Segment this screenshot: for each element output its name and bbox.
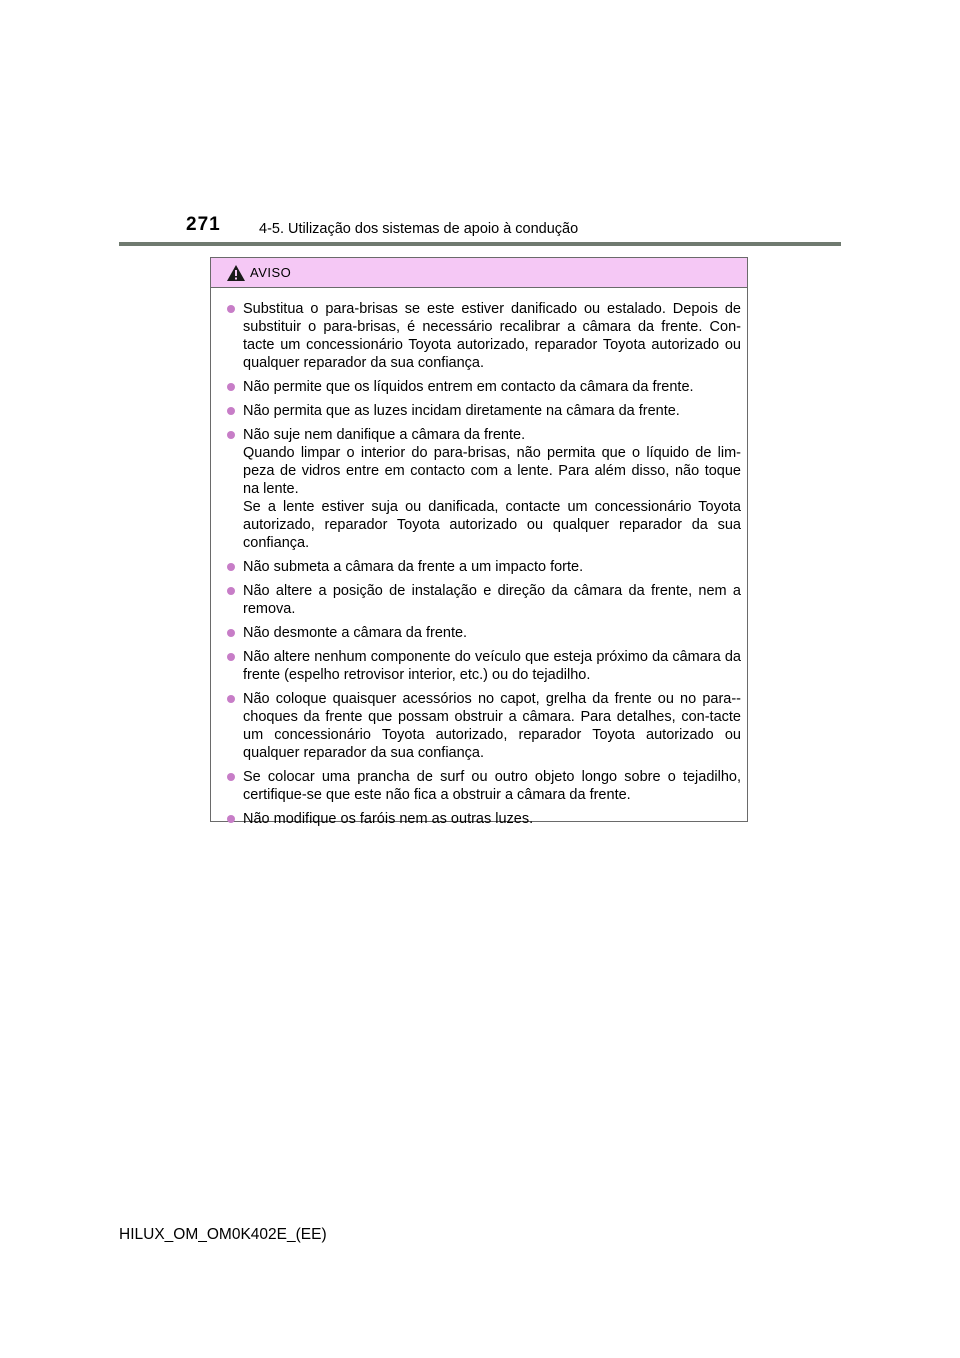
section-title: 4-5. Utilização dos sistemas de apoio à condução [259,221,579,237]
bullet-icon [227,383,235,391]
bullet-icon [227,695,235,703]
warning-item-text: Não suje nem danifique a câmara da frente. [243,427,526,443]
bullet-icon [227,305,235,313]
warning-item-text: Substitua o para-brisas se este estiver danificado ou estalado. Depois de substituir o para-brisas, é necessário recalibrar a câmara da frente. Con-tacte um concessionário Toyota autorizado, reparador Toyota autorizado ou qualquer reparador da sua confiança. [243,301,741,371]
warning-item-text: Não submeta a câmara da frente a um impacto forte. [243,559,584,575]
header-divider [119,242,841,246]
warning-item-text: Não permite que os líquidos entrem em contacto da câmara da frente. [243,379,694,395]
warning-item-text: Não altere nenhum componente do veículo que esteja próximo da câmara da frente (espelho retrovisor interior, etc.) ou do tejadilho. [243,649,741,683]
warning-item [226,768,741,804]
bullet-icon [227,773,235,781]
bullet-icon [227,563,235,571]
warning-item-paragraph: Quando limpar o interior do para-brisas, não permita que o líquido de lim-peza de vidros entre em contacto com a lente. Para além disso, não toque na lente. [243,445,741,497]
warning-item [226,810,741,828]
bullet-icon [227,587,235,595]
warning-item-text: Não modifique os faróis nem as outras luzes. [243,811,534,827]
bullet-icon [227,653,235,661]
warning-item [226,690,741,762]
warning-item-text: Não permita que as luzes incidam diretamente na câmara da frente. [243,403,680,419]
warning-list [211,288,747,828]
warning-item [226,426,741,552]
page-number: 271 [186,214,221,235]
warning-item-text: Não altere a posição de instalação e direção da câmara da frente, nem a remova. [243,583,741,617]
warning-item [226,582,741,618]
warning-item [226,624,741,642]
warning-title: AVISO [250,265,292,280]
document-code: HILUX_OM_OM0K402E_(EE) [119,1226,327,1243]
bullet-icon [227,629,235,637]
warning-item [226,558,741,576]
warning-item [226,648,741,684]
bullet-icon [227,407,235,415]
warning-box [210,257,748,827]
warning-item-paragraph: Se a lente estiver suja ou danificada, contacte um concessionário Toyota autorizado, reparador Toyota autorizado ou qualquer reparador da sua confiança. [243,499,741,551]
warning-item-text: Não coloque quaisquer acessórios no capot, grelha da frente ou no para--choques da frente que possam obstruir a câmara. Para detalhes, con-tacte um concessionário Toyota autorizado, reparador Toyota autorizado ou qualquer reparador da sua confiança. [243,691,741,761]
bullet-icon [227,431,235,439]
warning-item [226,300,741,372]
warning-item-text: Não desmonte a câmara da frente. [243,625,468,641]
warning-header [211,258,747,288]
bullet-icon [227,815,235,823]
warning-item [226,378,741,396]
warning-item [226,402,741,420]
warning-item-text: Se colocar uma prancha de surf ou outro objeto longo sobre o tejadilho, certifique-se que este não fica a obstruir a câmara da frente. [243,769,741,803]
warning-triangle-icon [226,264,246,282]
